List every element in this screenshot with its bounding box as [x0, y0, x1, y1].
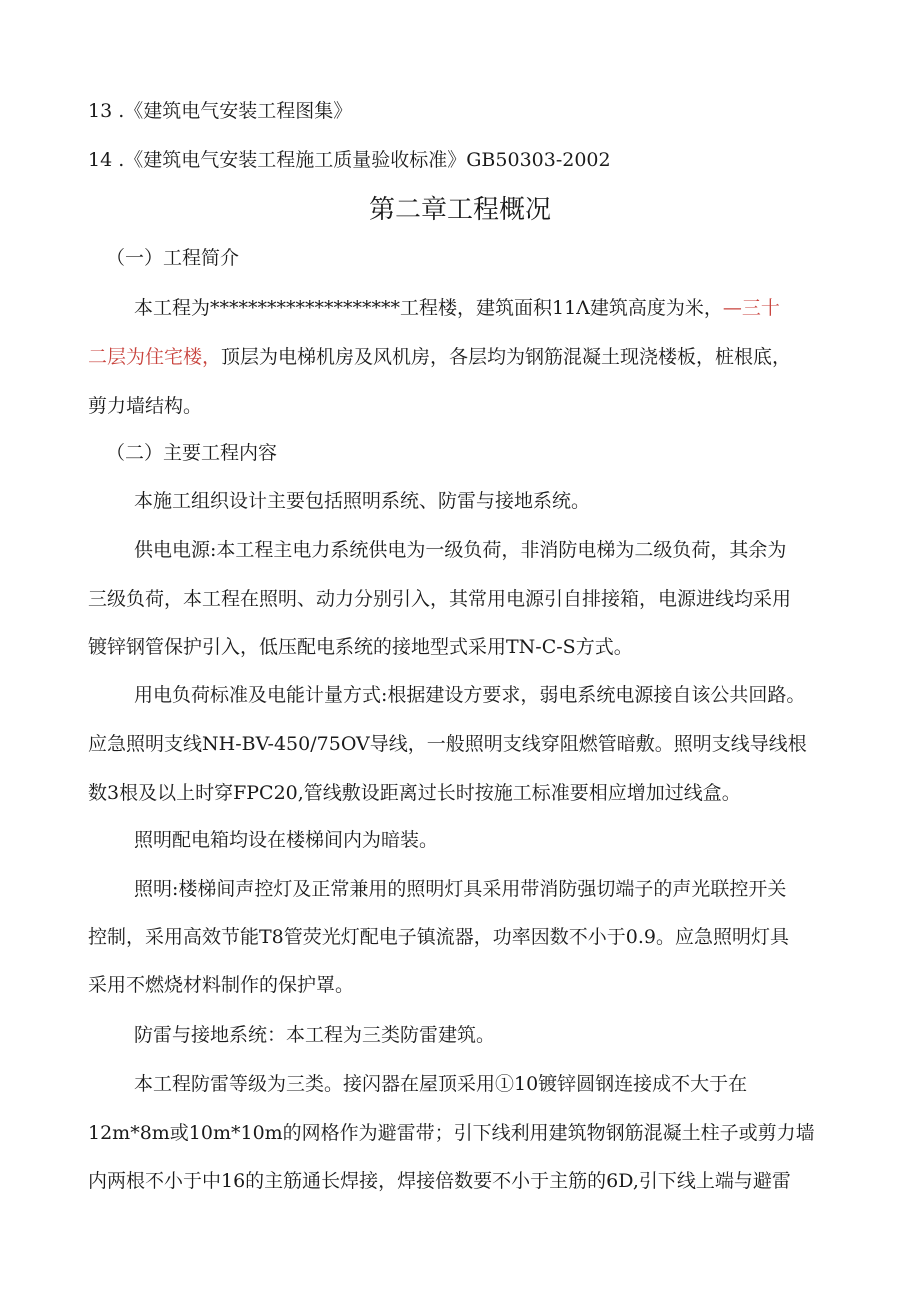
chapter-title: 第二章工程概况 — [368, 195, 551, 225]
power-supply-line-3: 镀锌钢管保护引入，低压配电系统的接地型式采用TN-C-S方式。 — [88, 636, 633, 658]
overview-text: 顶层为电梯机房及风机房，各层均为钢筋混凝土现浇楼板，桩根底， — [221, 346, 792, 368]
lighting-line-2: 控制，采用高效节能T8管荧光灯配电子镇流器，功率因数不小于0.9。应急照明灯具 — [88, 926, 789, 948]
reference-item-14: 14 .《建筑电气安装工程施工质量验收标准》GB50303-2002 — [88, 149, 611, 171]
load-standard-line-1: 用电负荷标准及电能计量方式:根据建设方要求，弱电系统电源接自该公共回路。 — [134, 684, 806, 706]
power-supply-line-1: 供电电源:本工程主电力系统供电为一级负荷，非消防电梯为二级负荷，其余为 — [134, 539, 787, 561]
section-heading-scope: （二）主要工程内容 — [106, 442, 278, 464]
lightning-protection-paragraph: 防雷与接地系统：本工程为三类防雷建筑。 — [134, 1024, 496, 1046]
overview-paragraph-line-2 — [88, 344, 832, 370]
lighting-line-3: 采用不燃烧材料制作的保护罩。 — [88, 974, 355, 996]
protection-detail-line-2: 12m*8m或10m*10m的网格作为避雷带；引下线利用建筑物钢筋混凝土柱子或剪力墙 — [88, 1122, 815, 1144]
load-standard-line-2: 应急照明支线NH-BV-450/75OV导线，一般照明支线穿阻燃管暗敷。照明支线导线根 — [88, 733, 807, 755]
protection-detail-line-1: 本工程防雷等级为三类。接闪器在屋顶采用①10镀锌圆钢连接成不大于在 — [134, 1073, 748, 1095]
protection-detail-line-3: 内两根不小于中16的主筋通长焊接，焊接倍数要不小于主筋的6D,引下线上端与避雷 — [88, 1170, 791, 1192]
overview-text: 本工程为********************工程楼，建筑面积11Λ建筑高度为米， — [134, 297, 723, 319]
overview-highlight: —三十 — [722, 297, 780, 319]
load-standard-line-3: 数3根及以上时穿FPC20,管线敷设距离过长时按施工标准要相应增加过线盒。 — [88, 782, 741, 804]
overview-paragraph-line-3: 剪力墙结构。 — [88, 395, 203, 417]
overview-paragraph-line-1 — [134, 295, 832, 321]
distribution-box-paragraph: 照明配电箱均设在楼梯间内为暗装。 — [134, 829, 439, 851]
overview-highlight: 二层为住宅楼， — [88, 346, 222, 368]
lighting-line-1: 照明:楼梯间声控灯及正常兼用的照明灯具采用带消防强切端子的声光联控开关 — [134, 878, 787, 900]
scope-paragraph: 本施工组织设计主要包括照明系统、防雷与接地系统。 — [134, 490, 591, 512]
section-heading-overview: （一）工程简介 — [106, 247, 240, 269]
power-supply-line-2: 三级负荷，本工程在照明、动力分别引入，其常用电源引自排接箱，电源进线均采用 — [88, 588, 792, 610]
reference-item-13: 13 .《建筑电气安装工程图集》 — [88, 100, 353, 122]
